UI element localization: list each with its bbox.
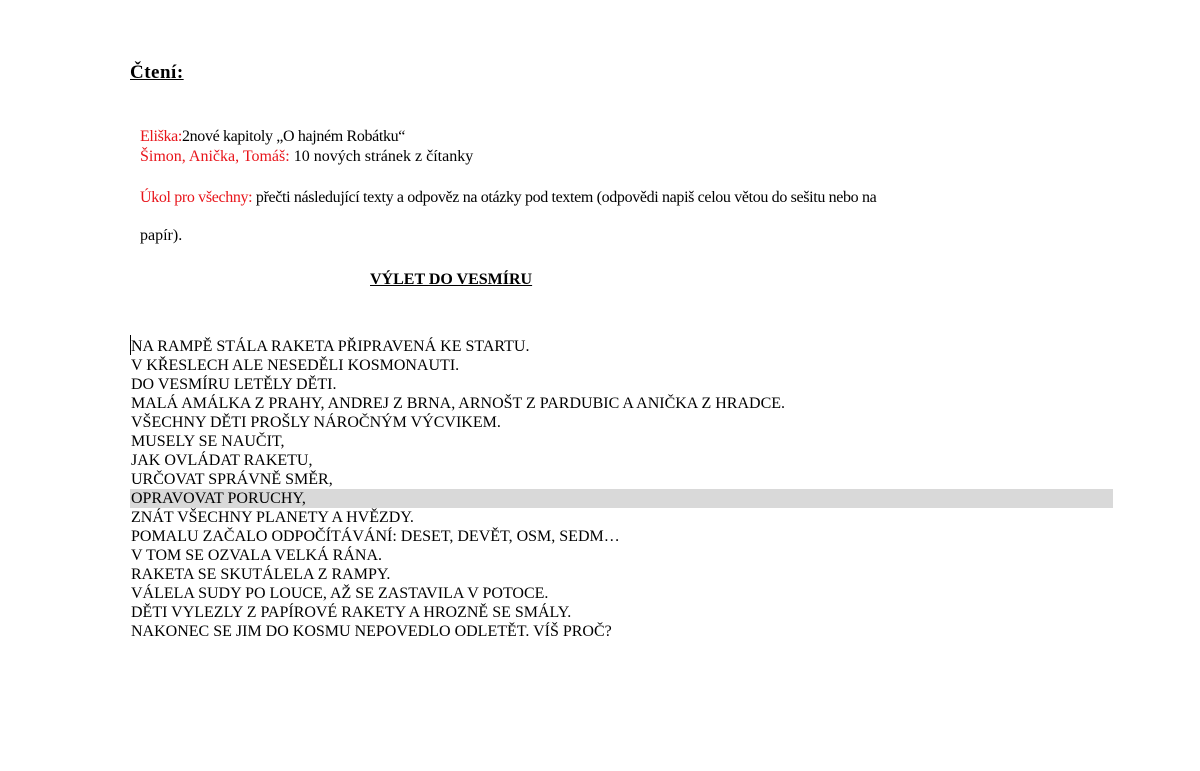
student-name: Šimon, Anička, Tomáš: (140, 148, 290, 165)
story-line: V KŘESLECH ALE NESEDĚLI KOSMONAUTI. (131, 357, 460, 374)
story-line: NAKONEC SE JIM DO KOSMU NEPOVEDLO ODLETĚT. VÍŠ PROČ? (131, 623, 612, 640)
assignment-line-eliska (140, 128, 405, 146)
story-line: RAKETA SE SKUTÁLELA Z RAMPY. (131, 566, 391, 583)
story-line: ZNÁT VŠECHNY PLANETY A HVĚZDY. (131, 509, 414, 526)
assignment-text: 10 nových stránek z čítanky (289, 148, 474, 165)
assignment-text: přečti následující texty a odpověz na otázky pod textem (odpovědi napiš celou větou do sešitu nebo na (252, 189, 877, 206)
assignment-continuation: papír). (140, 227, 183, 244)
story-line: MUSELY SE NAUČIT, (131, 433, 285, 450)
assignment-text: 2nové kapitoly „O hajném Robátku“ (182, 128, 406, 145)
story-body[interactable] (130, 337, 1120, 641)
student-name: Eliška: (140, 128, 182, 145)
story-line-highlighted: OPRAVOVAT PORUCHY, (130, 489, 1113, 508)
assignment-line-all (140, 189, 876, 207)
story-line: VÁLELA SUDY PO LOUCE, AŽ SE ZASTAVILA V POTOCE. (131, 585, 549, 602)
story-line: VŠECHNY DĚTI PROŠLY NÁROČNÝM VÝCVIKEM. (131, 414, 501, 431)
story-line: POMALU ZAČALO ODPOČÍTÁVÁNÍ: DESET, DEVĚT, OSM, SEDM… (131, 528, 620, 545)
story-line: JAK OVLÁDAT RAKETU, (131, 452, 313, 469)
story-line: NA RAMPĚ STÁLA RAKETA PŘIPRAVENÁ KE STARTU. (131, 338, 530, 355)
story-line: URČOVAT SPRÁVNĚ SMĚR, (131, 471, 333, 488)
story-line: MALÁ AMÁLKA Z PRAHY, ANDREJ Z BRNA, ARNOŠT Z PARDUBIC A ANIČKA Z HRADCE. (131, 395, 786, 412)
task-label: Úkol pro všechny: (140, 189, 253, 206)
assignment-line-group (140, 148, 473, 166)
story-line: DĚTI VYLEZLY Z PAPÍROVÉ RAKETY A HROZNĚ SE SMÁLY. (131, 604, 572, 621)
story-line: DO VESMÍRU LETĚLY DĚTI. (131, 376, 337, 393)
section-heading: Čtení: (130, 62, 184, 83)
story-title: VÝLET DO VESMÍRU (370, 271, 533, 288)
story-line: V TOM SE OZVALA VELKÁ RÁNA. (131, 547, 382, 564)
